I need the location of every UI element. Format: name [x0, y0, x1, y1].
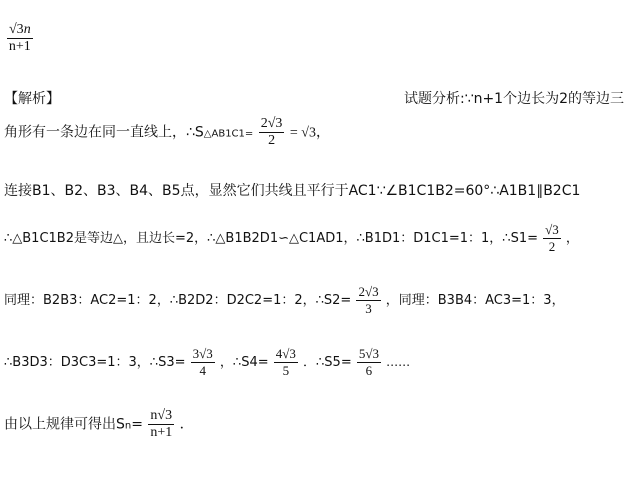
line1-equals: =	[244, 128, 254, 140]
line1-frac-den: 2	[268, 133, 276, 148]
line5-s3-num: 3√3	[192, 346, 213, 361]
answer-numerator-var: n	[23, 22, 31, 37]
line5-text: ∴B3D3：D3C3=1：3，∴S3=	[4, 355, 186, 370]
line3-tail: ，	[565, 231, 579, 246]
answer-numerator-coef: √3	[9, 22, 24, 37]
explanation-line-2	[4, 180, 580, 200]
line4-tail: ，同理：B3B4：AC3=1：3，	[385, 293, 565, 308]
analysis-heading: 试题分析:∵n+1个边长为2的等边三	[403, 91, 624, 107]
answer-fraction	[6, 22, 34, 55]
line5-s4-label: ，∴S4=	[219, 355, 269, 370]
line1-subscript: △AB1C1	[203, 128, 245, 140]
line6-frac-num: n√3	[150, 408, 173, 423]
line6-tail: ．	[179, 416, 194, 433]
line3-frac-num: √3	[545, 222, 559, 237]
line5-s4-den: 5	[282, 363, 290, 378]
line4-text: 同理：B2B3：AC2=1：2，∴B2D2：D2C2=1：2，∴S2=	[4, 293, 352, 308]
explanation-line-4	[4, 284, 565, 317]
line5-s3-den: 4	[199, 363, 206, 378]
line1-text: 角形有一条边在同一直线上，∴S	[4, 124, 204, 141]
line3-frac-den: 2	[548, 239, 556, 254]
explanation-line-3	[4, 222, 579, 255]
answer-denominator: n+1	[8, 39, 31, 54]
line1-frac-num: 2√3	[260, 116, 283, 131]
line5-s5-num: 5√3	[358, 346, 379, 361]
line1-tail: = √3，	[289, 125, 330, 141]
line5-s5-label: ．∴S5=	[303, 355, 352, 370]
line3-text: ∴△B1C1B2是等边△，且边长=2，∴△B1B2D1∽△C1AD1，∴B1D1：D1C1=1：1，∴S1=	[4, 231, 538, 246]
line2-rest: 1、B2、B3、B4、B5点，显然它们共线且平行于AC1∵∠B1C1B2=60°∴A1B1∥B2C1	[41, 183, 581, 199]
section-label: 【解析】	[4, 91, 60, 107]
explanation-line-1	[4, 116, 330, 149]
line6-text: 由以上规律可得出S	[4, 416, 125, 433]
line5-ellipsis: ……	[386, 355, 411, 369]
line6-subscript: n	[124, 420, 132, 432]
line2-text: 连接B	[4, 183, 42, 199]
line6-frac-den: n+1	[150, 425, 173, 440]
explanation-line-6	[4, 408, 194, 441]
line5-s5-den: 6	[365, 363, 373, 378]
line6-equals: =	[131, 416, 143, 433]
explanation-line-5	[4, 346, 410, 379]
line5-s4-num: 4√3	[275, 346, 296, 361]
line4-frac-den: 3	[365, 301, 372, 316]
line4-frac-num: 2√3	[358, 284, 379, 299]
